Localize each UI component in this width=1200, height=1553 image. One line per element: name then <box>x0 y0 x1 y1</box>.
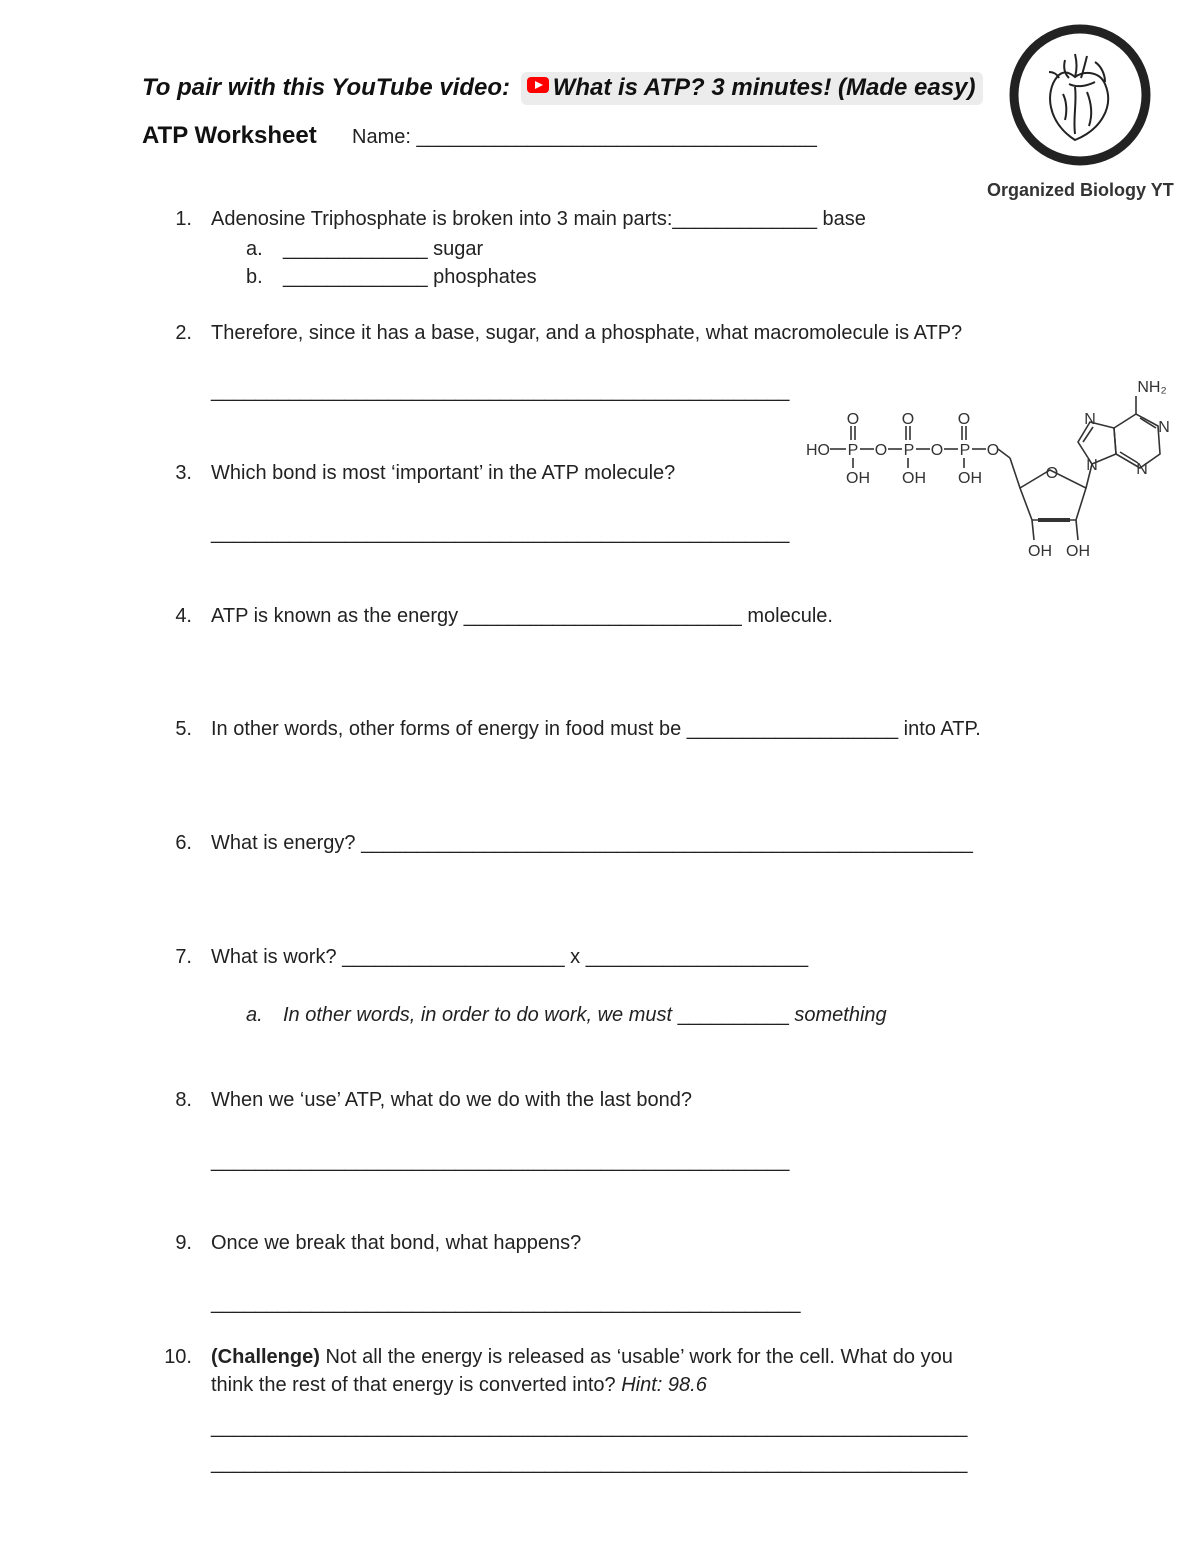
q1-number: 1. <box>175 208 192 230</box>
o-top-1: O <box>846 411 860 428</box>
n-7: N <box>1084 411 1096 428</box>
q10-answer-line-1: ____________________________________________________________________ <box>211 1416 968 1438</box>
p-label-2: P <box>903 442 915 459</box>
ring-o: O <box>1045 465 1059 482</box>
q3-text: Which bond is most ‘important’ in the ATP molecule? <box>211 462 676 484</box>
p-label-3: P <box>959 442 971 459</box>
youtube-icon <box>527 77 549 93</box>
q2-text: Therefore, since it has a base, sugar, and a phosphate, what macromolecule is ATP? <box>211 322 963 344</box>
name-field: Name: ____________________________________ <box>352 126 817 148</box>
q5-number: 5. <box>175 718 192 740</box>
q7a-before: In other words, in order to do work, we must <box>283 1004 678 1026</box>
n-9: N <box>1086 457 1098 474</box>
q6-text: What is energy? _______________________________________________________ <box>211 832 973 854</box>
q10-text <box>211 1346 953 1369</box>
o-top-3: O <box>957 411 971 428</box>
intro-line <box>142 72 983 105</box>
heart-logo-icon <box>1005 22 1155 168</box>
q1a-text: _____________ sugar <box>283 238 484 260</box>
q1b-text: _____________ phosphates <box>283 266 537 288</box>
n-1: N <box>1158 419 1170 436</box>
nh2-label: NH₂ <box>1137 379 1167 396</box>
q10-text-line-2 <box>211 1374 707 1397</box>
ho-label: HO <box>806 442 830 459</box>
q9-answer-line: _____________________________________________________ <box>211 1292 801 1314</box>
n-3: N <box>1136 461 1148 478</box>
q8-answer-line: ____________________________________________________ <box>211 1150 790 1172</box>
o-bridge-1: O <box>874 442 888 459</box>
q1b-letter: b. <box>246 266 263 288</box>
q1-text: Adenosine Triphosphate is broken into 3 main parts:_____________ base <box>211 208 866 230</box>
oh-sugar-1: OH <box>1028 543 1052 560</box>
o-top-2: O <box>901 411 915 428</box>
oh-1: OH <box>846 470 870 487</box>
q10-text-1: Not all the energy is released as ‘usable’ work for the cell. What do you <box>319 1346 953 1368</box>
q4-number: 4. <box>175 605 192 627</box>
q7a-text <box>283 1004 887 1027</box>
q8-number: 8. <box>175 1089 192 1111</box>
q4-text: ATP is known as the energy _________________________ molecule. <box>211 605 833 627</box>
intro-text: To pair with this YouTube video: <box>142 74 511 101</box>
q7a-after: something <box>788 1004 887 1026</box>
q8-text: When we ‘use’ ATP, what do we do with the last bond? <box>211 1089 693 1111</box>
q2-answer-line: ____________________________________________________ <box>211 380 790 402</box>
video-title: What is ATP? 3 minutes! (Made easy) <box>552 74 976 101</box>
q9-number: 9. <box>175 1232 192 1254</box>
q1a-letter: a. <box>246 238 263 260</box>
q10-text-2: think the rest of that energy is converted into? <box>211 1374 622 1396</box>
p-label-1: P <box>847 442 859 459</box>
q5-text: In other words, other forms of energy in food must be ___________________ into ATP. <box>211 718 981 740</box>
oh-sugar-2: OH <box>1066 543 1090 560</box>
q9-text: Once we break that bond, what happens? <box>211 1232 582 1254</box>
video-link[interactable] <box>521 72 984 105</box>
q6-number: 6. <box>175 832 192 854</box>
q7-number: 7. <box>175 946 192 968</box>
q10-hint: Hint: 98.6 <box>621 1374 707 1396</box>
q10-challenge: (Challenge) <box>211 1346 320 1368</box>
q10-answer-line-2: ____________________________________________________________________ <box>211 1452 968 1474</box>
oh-2: OH <box>902 470 926 487</box>
q7a-blank: __________ <box>677 1004 789 1026</box>
q7a-letter: a. <box>246 1004 263 1026</box>
q3-number: 3. <box>175 462 192 484</box>
brand-name: Organized Biology YT <box>987 180 1174 200</box>
q7-text: What is work? ____________________ x ____________________ <box>211 946 809 968</box>
q3-answer-line: ____________________________________________________ <box>211 522 790 544</box>
o-bridge-2: O <box>930 442 944 459</box>
q2-number: 2. <box>175 322 192 344</box>
oh-3: OH <box>958 470 982 487</box>
atp-molecule-diagram <box>800 370 1180 565</box>
o-bridge-3: O <box>986 442 1000 459</box>
q10-number: 10. <box>164 1346 192 1368</box>
worksheet-title: ATP Worksheet <box>142 122 317 149</box>
